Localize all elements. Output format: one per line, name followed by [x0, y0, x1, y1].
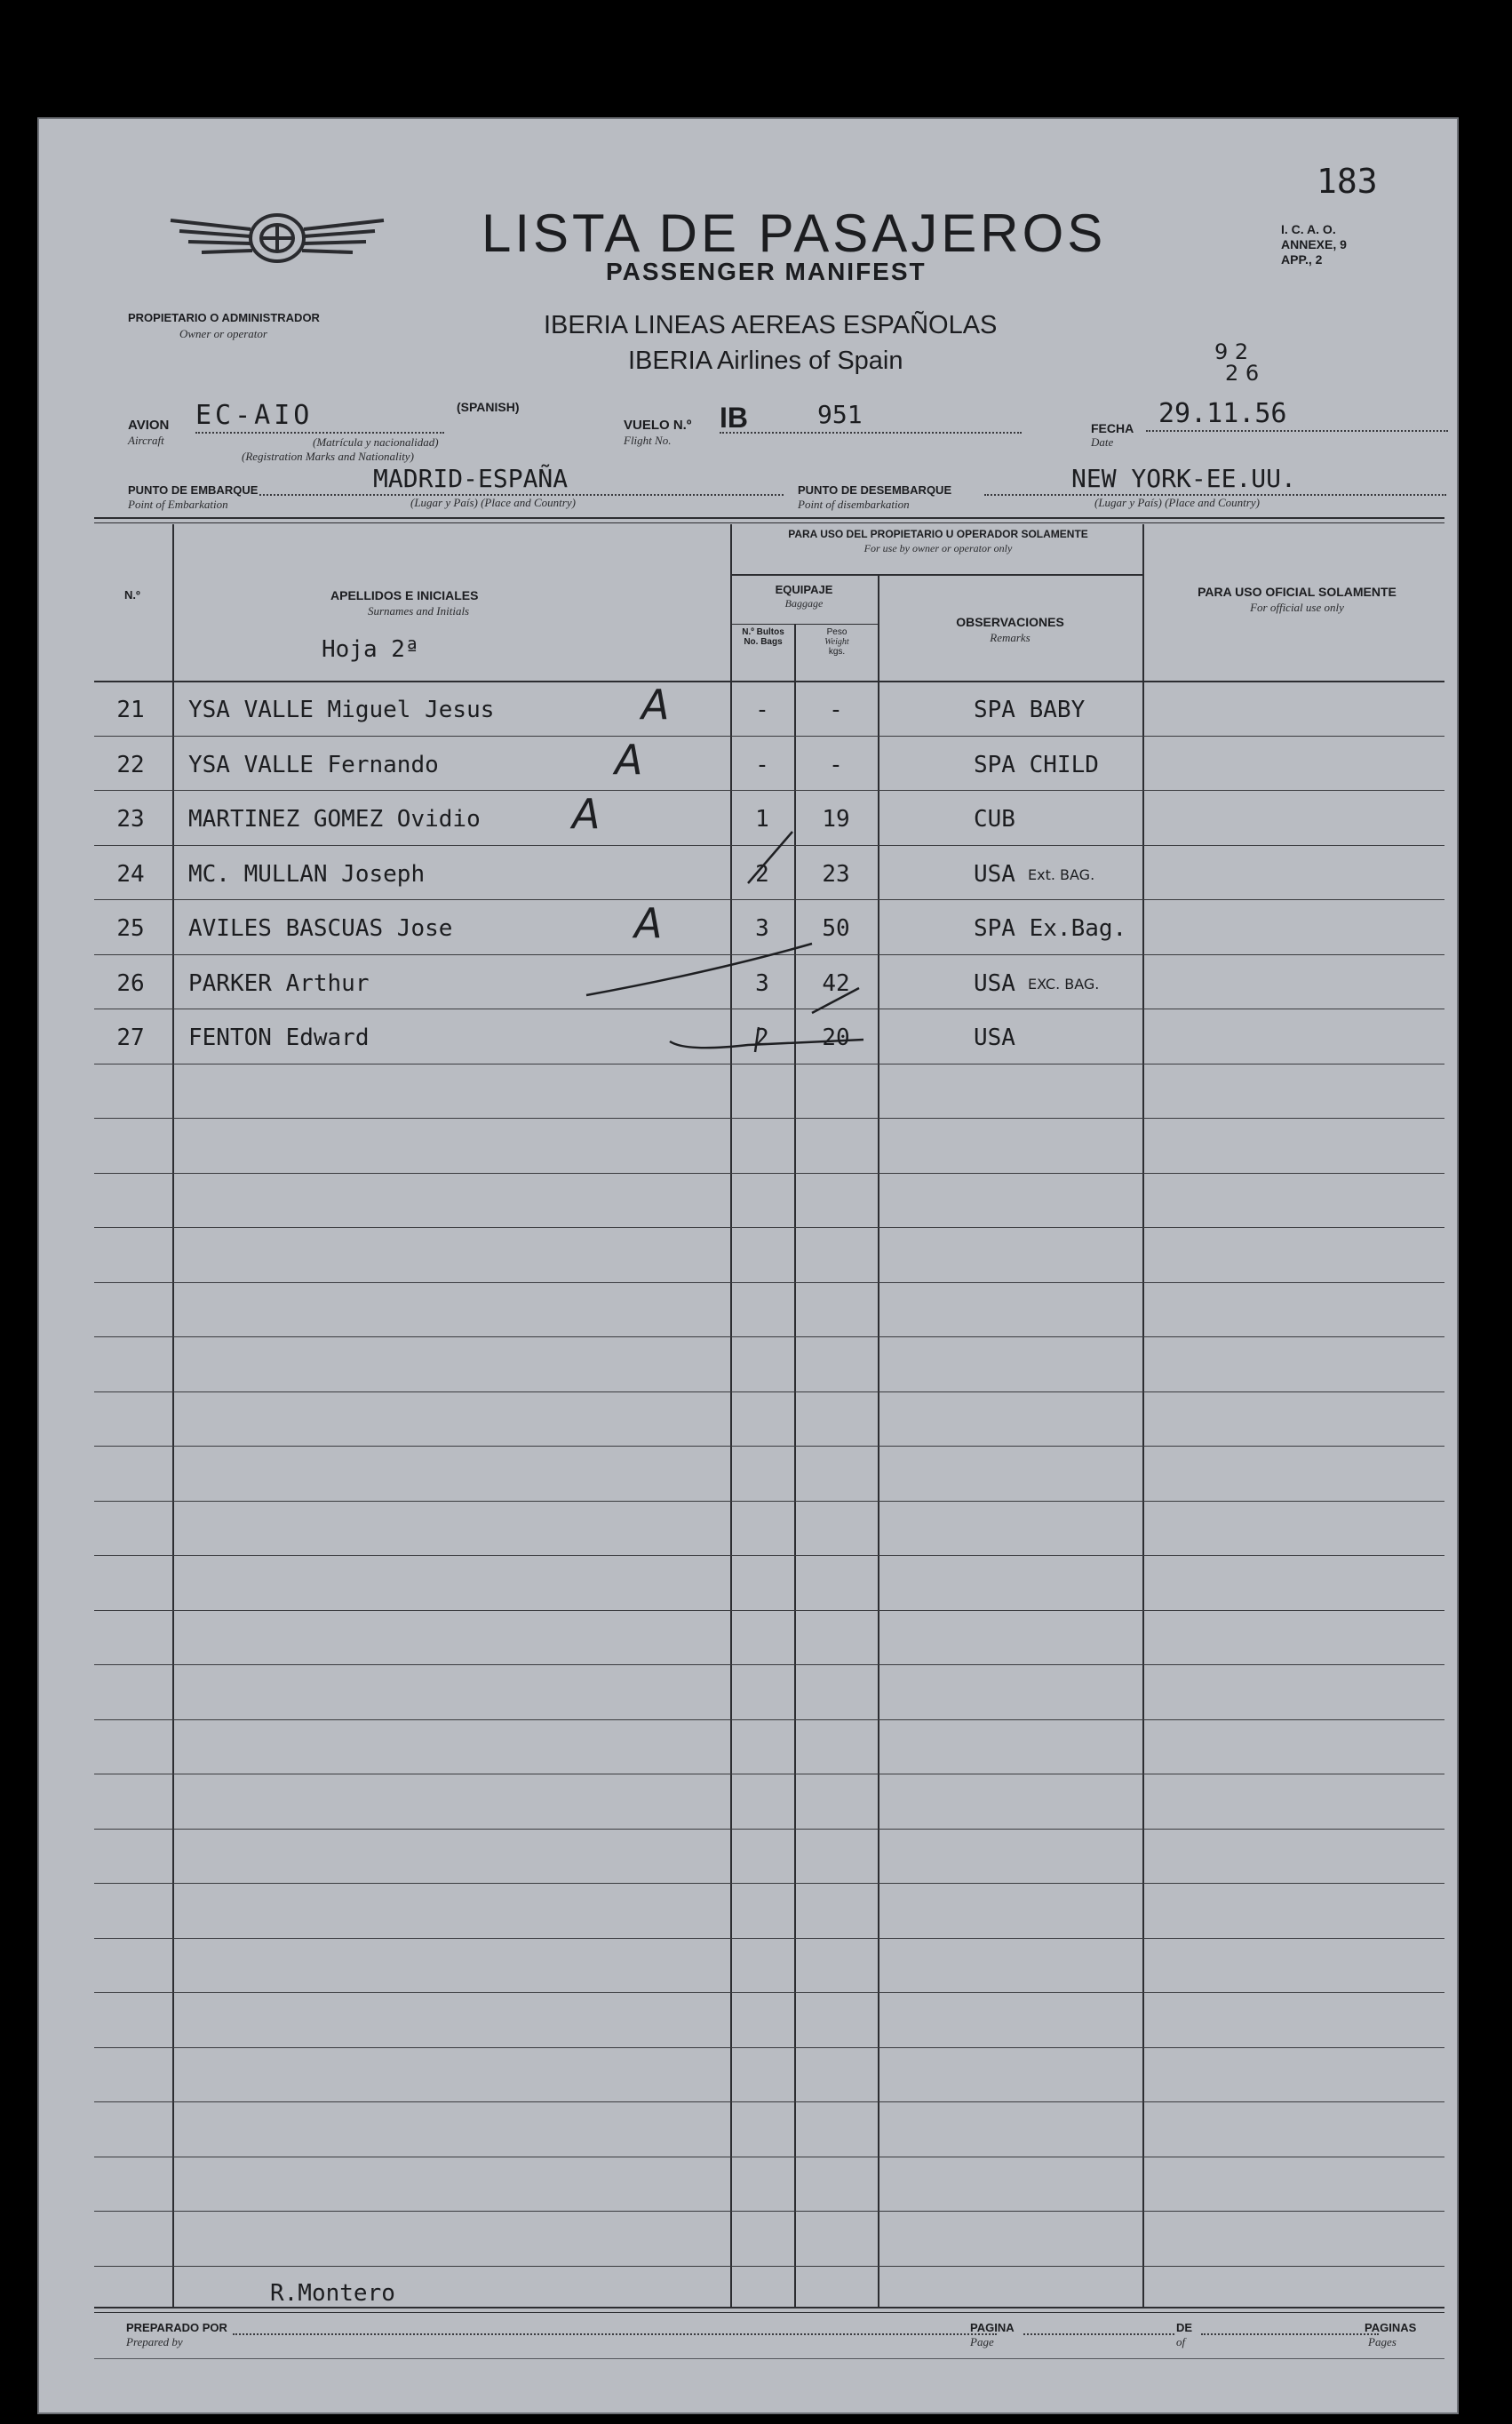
cell-name: YSA VALLE Miguel Jesus: [188, 697, 495, 723]
embark-label: PUNTO DE EMBARQUE: [128, 483, 259, 497]
owner-only-header: PARA USO DEL PROPIETARIO U OPERADOR SOLAMENTE: [788, 528, 1088, 540]
col-official-header: PARA USO OFICIAL SOLAMENTE: [1198, 585, 1397, 599]
cell-no: 27: [116, 1025, 145, 1051]
cell-weight: 19: [822, 806, 850, 833]
page-number: 183: [1317, 162, 1378, 201]
col-name-header-en: Surnames and Initials: [368, 604, 470, 618]
aircraft-label-en: Aircraft: [128, 434, 164, 447]
col-no-header: N.º: [124, 588, 140, 602]
owner-label: PROPIETARIO O ADMINISTRADOR: [128, 311, 320, 324]
flight-date: 29.11.56: [1158, 398, 1287, 429]
owner-only-header-en: For use by owner or operator only: [863, 542, 1013, 554]
pages-label-en: Pages: [1368, 2335, 1397, 2348]
cell-mark: A: [615, 735, 643, 784]
cell-remark: CUB: [974, 806, 1015, 833]
cell-mark: A: [634, 899, 663, 947]
cell-bags: 2: [755, 860, 769, 888]
disembark-sub: (Lugar y País) (Place and Country): [1094, 496, 1260, 509]
col-official-header-en: For official use only: [1250, 601, 1344, 614]
cell-weight: -: [829, 751, 843, 778]
cell-name: AVILES BASCUAS Jose: [188, 915, 453, 942]
owner-name-en: IBERIA Airlines of Spain: [628, 347, 903, 375]
prepared-by-value: R.Montero: [270, 2280, 395, 2307]
aircraft-nationality: (SPANISH): [457, 400, 520, 414]
col-baggage-header: EQUIPAJE: [775, 583, 833, 596]
cell-bags: -: [755, 751, 769, 778]
icao-reference: I. C. A. O. ANNEXE, 9 APP., 2: [1281, 222, 1347, 267]
aircraft-label: AVION: [128, 418, 170, 433]
cell-bags: 1: [755, 806, 769, 833]
cell-remark: SPA Ex.Bag.: [974, 915, 1127, 942]
cell-note: EXC. BAG.: [1028, 975, 1100, 993]
embark-point: MADRID-ESPAÑA: [373, 464, 569, 493]
cell-bags: 3: [755, 969, 769, 997]
page-label: PAGINA: [970, 2321, 1015, 2334]
cell-name: YSA VALLE Fernando: [188, 751, 439, 778]
date-label-en: Date: [1091, 435, 1114, 449]
cell-weight: 42: [822, 969, 850, 997]
owner-label-en: Owner or operator: [179, 327, 267, 340]
embark-sub: (Lugar y País) (Place and Country): [410, 496, 576, 509]
flight-label-en: Flight No.: [624, 434, 672, 447]
of-label-en: of: [1176, 2335, 1186, 2348]
prepared-by-label-en: Prepared by: [126, 2335, 183, 2348]
embark-label-en: Point of Embarkation: [128, 498, 228, 511]
col-name-header: APELLIDOS E INICIALES: [330, 588, 479, 602]
cell-bags: 2: [755, 1025, 769, 1051]
col-weight-header: Peso Weight kgs.: [824, 627, 849, 657]
col-remarks-header-en: Remarks: [990, 631, 1031, 644]
prepared-by-label: PREPARADO POR: [126, 2321, 227, 2334]
of-label: DE: [1176, 2321, 1193, 2334]
cell-no: 23: [116, 806, 145, 833]
cell-name: MARTINEZ GOMEZ Ovidio: [188, 806, 481, 833]
cell-weight: 50: [822, 915, 850, 942]
col-bags-header: N.º Bultos No. Bags: [742, 627, 784, 647]
cell-mark: A: [572, 790, 601, 838]
cell-no: 24: [116, 860, 145, 888]
cell-remark: USA: [974, 1025, 1015, 1051]
cell-weight: -: [829, 697, 843, 723]
aircraft-registration: EC-AIO: [195, 400, 314, 431]
sheet-number: Hoja 2ª: [322, 636, 419, 663]
registration-label-en: (Registration Marks and Nationality): [242, 450, 414, 463]
col-baggage-header-en: Baggage: [784, 597, 824, 610]
cell-bags: -: [755, 697, 769, 723]
manifest-title: LISTA DE PASAJEROS: [481, 203, 1107, 263]
cell-remark: USA: [974, 860, 1015, 888]
cell-mark: A: [641, 681, 670, 729]
cell-no: 25: [116, 915, 145, 942]
owner-name: IBERIA LINEAS AEREAS ESPAÑOLAS: [544, 311, 998, 339]
cell-note: Ext. BAG.: [1028, 865, 1095, 883]
pages-label: PAGINAS: [1365, 2321, 1417, 2334]
cell-bags: 3: [755, 915, 769, 942]
cell-no: 22: [116, 751, 145, 778]
cell-weight: 23: [822, 860, 850, 888]
manifest-sheet: [37, 117, 1459, 2414]
registration-label: (Matrícula y nacionalidad): [313, 435, 439, 449]
handwritten-note: 9 2 2 6: [1214, 339, 1260, 386]
manifest-subtitle: PASSENGER MANIFEST: [606, 258, 927, 285]
cell-remark: SPA BABY: [974, 697, 1086, 723]
cell-weight: 20: [822, 1025, 850, 1051]
cell-no: 21: [116, 697, 145, 723]
cell-no: 26: [116, 969, 145, 997]
date-label: FECHA: [1091, 421, 1134, 435]
flight-carrier: IB: [720, 402, 748, 434]
disembark-point: NEW YORK-EE.UU.: [1071, 464, 1296, 493]
cell-remark: SPA CHILD: [974, 751, 1099, 778]
cell-name: MC. MULLAN Joseph: [188, 860, 426, 888]
disembark-label-en: Point of disembarkation: [798, 498, 910, 511]
page-label-en: Page: [970, 2335, 994, 2348]
flight-number: 951: [817, 400, 863, 429]
disembark-label: PUNTO DE DESEMBARQUE: [798, 483, 952, 497]
handwritten-strikes: [37, 117, 1459, 1184]
flight-label: VUELO N.º: [624, 418, 692, 433]
cell-remark: USA: [974, 969, 1015, 997]
col-remarks-header: OBSERVACIONES: [956, 615, 1064, 629]
cell-name: FENTON Edward: [188, 1025, 370, 1051]
cell-name: PARKER Arthur: [188, 969, 370, 997]
